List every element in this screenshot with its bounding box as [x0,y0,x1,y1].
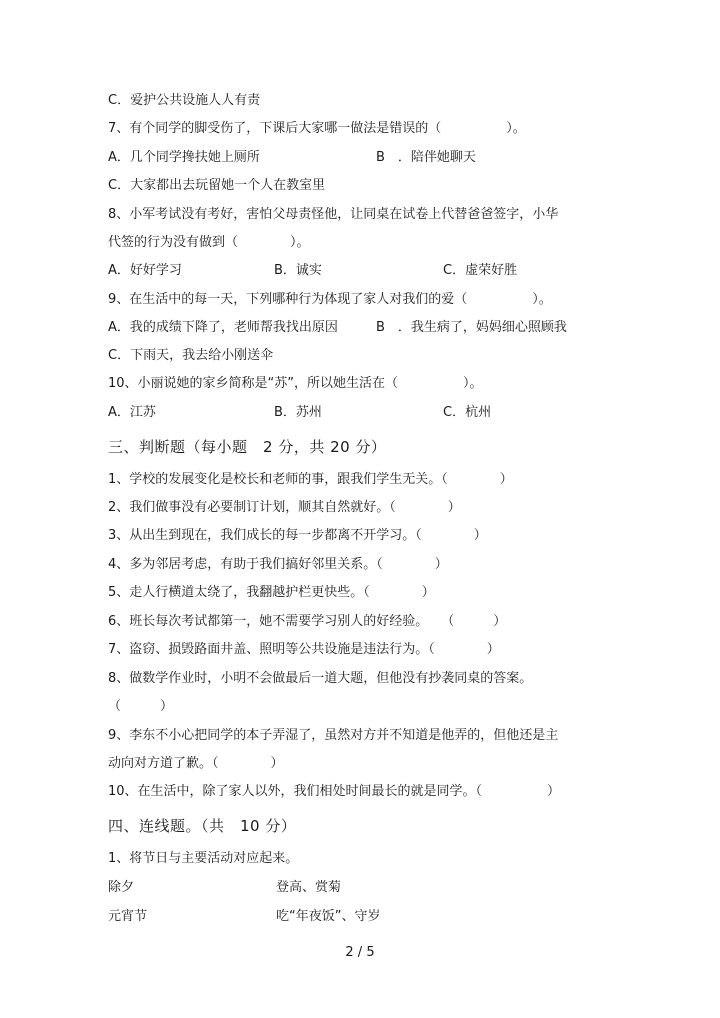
q8-option-a: A．好好学习 [108,263,182,278]
q8-option-b: B．诚实 [274,263,322,278]
pair-left-2: 元宵节 [108,909,148,924]
q7-option-a: A．几个同学搀扶她上厕所 [108,150,260,165]
q10-option-a: A．江苏 [108,405,156,420]
pair-right-2: 吃“年夜饭”、守岁 [276,909,381,924]
q8-question-line2: 代签的行为没有做到（ ）。 [108,235,310,250]
q7-option-c: C．大家都出去玩留她一个人在教室里 [108,178,326,193]
q9-option-a: A．我的成绩下降了，老师帮我找出原因 [108,320,338,335]
q8-question-line1: 8、小军考试没有考好，害怕父母责怪他，让同桌在试卷上代替爸爸签字，小华 [108,207,559,222]
pair-right-1: 登高、赏菊 [276,880,342,895]
section3-item-8-line1: 8、做数学作业时，小明不会做最后一道大题，但他没有抄袭同桌的答案。 [108,671,533,686]
section3-item-6: 6、班长每次考试都第一，她不需要学习别人的好经验。 （ ） [108,614,507,629]
q10-option-b: B．苏州 [274,405,322,420]
section3-item-2: 2、我们做事没有必要制订计划，顺其自然就好。（ ） [108,500,461,515]
q9-question: 9、在生活中的每一天，下列哪种行为体现了家人对我们的爱（ ）。 [108,292,552,307]
section3-item-9-line2: 动向对方道了歉。（ ） [108,756,284,771]
section3-item-9-line1: 9、李东不小心把同学的本子弄湿了，虽然对方并不知道是他弄的，但他还是主 [108,728,559,743]
section3-item-1: 1、学校的发展变化是校长和老师的事，跟我们学生无关。（ ） [108,472,513,487]
section4-heading: 四、连线题。（共 10 分） [108,817,297,835]
section3-item-5: 5、走人行横道太绕了，我翻越护栏更快些。（ ） [108,585,435,600]
q6-option-c: C．爱护公共设施人人有责 [108,93,261,108]
pair-left-1: 除夕 [108,880,135,895]
q10-option-c: C．杭州 [443,405,492,420]
section3-item-4: 4、多为邻居考虑，有助于我们搞好邻里关系。（ ） [108,557,448,572]
q8-option-c: C．虚荣好胜 [443,263,518,278]
section3-heading: 三、判断题（每小题 2 分，共 20 分） [108,438,387,456]
q9-option-c: C．下雨天，我去给小刚送伞 [108,348,274,363]
section4-item-1: 1、将节日与主要活动对应起来。 [108,851,299,866]
section3-item-8-line2: （ ） [108,699,174,714]
section3-item-3: 3、从出生到现在，我们成长的每一步都离不开学习。（ ） [108,528,487,543]
q7-question: 7、有个同学的脚受伤了，下课后大家哪一做法是错误的（ ）。 [108,121,526,136]
section3-item-10: 10、在生活中，除了家人以外，我们相处时间最长的就是同学。（ ） [108,784,561,799]
page-number: 2 / 5 [345,945,375,960]
section3-item-7: 7、盗窃、损毁路面井盖、照明等公共设施是违法行为。（ ） [108,642,500,657]
q10-question: 10、小丽说她的家乡简称是“苏”，所以她生活在（ ）。 [108,376,483,391]
q7-option-b: B ．陪伴她聊天 [376,150,476,165]
q9-option-b: B ．我生病了，妈妈细心照顾我 [376,320,567,335]
